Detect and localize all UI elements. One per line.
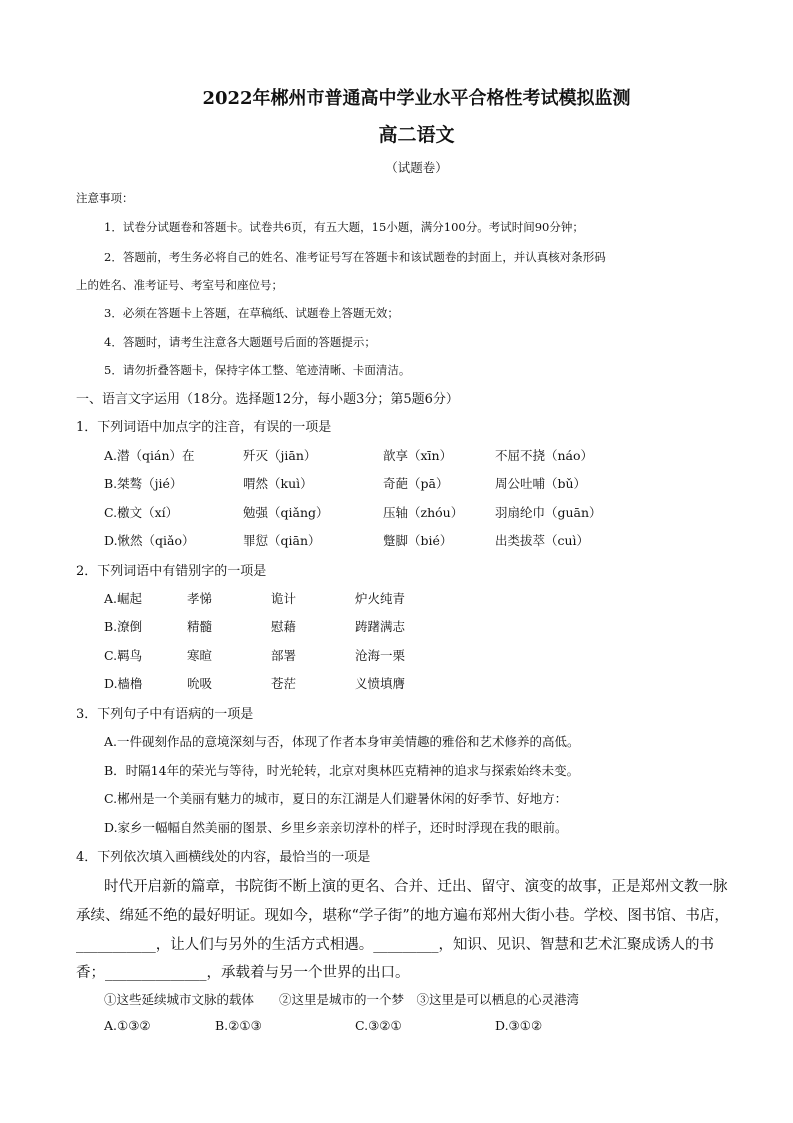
notes-heading: 注意事项： — [76, 191, 134, 205]
option-cell: 寒暄 — [187, 648, 213, 663]
fill-choices: ①这些延续城市文脉的载体 ②这里是城市的一个梦 ③这里是可以栖息的心灵港湾 — [104, 992, 580, 1007]
note-item: 2．答题前，考生务必将自己的姓名、准考证号写在答题卡和该试题卷的封面上，并认真核对条形码 — [104, 250, 606, 264]
option-cell: B.潦倒 — [104, 619, 143, 634]
question-4-stem: 4．下列依次填入画横线处的内容，最恰当的一项是 — [76, 850, 371, 865]
exam-title: 2022年郴州市普通高中学业水平合格性考试模拟监测 — [202, 88, 631, 109]
option-line: C.郴州是一个美丽有魅力的城市，夏日的东江湖是人们避暑休闲的好季节、好地方： — [104, 791, 568, 806]
option-cell: C.檄文（xí） — [104, 505, 179, 520]
option-cell: A.潜（qián）在 — [104, 448, 195, 463]
question-2-stem: 2．下列词语中有错别字的一项是 — [76, 564, 267, 579]
answer-option: C.③②① — [355, 1018, 402, 1033]
answer-option: B.②①③ — [215, 1018, 262, 1033]
note-item: 4．答题时，请考生注意各大题题号后面的答题提示； — [104, 335, 376, 349]
option-cell: 歆享（xīn） — [383, 448, 453, 463]
passage-line: 承续、绵延不绝的最好明证。现如今，堪称“学子街”的地方遍布郑州大街小巷。学校、图书馆、书店， — [76, 908, 729, 924]
option-cell: 出类拔萃（cuì） — [495, 533, 590, 548]
passage-line: ___________，让人们与另外的生活方式相遇。_________，知识、见识、智慧和艺术汇聚成诱人的书 — [76, 937, 714, 953]
option-cell: 苍茫 — [271, 676, 297, 691]
option-cell: 不屈不挠（náo） — [495, 448, 594, 463]
option-cell: 压轴（zhóu） — [383, 505, 464, 520]
question-1-stem: 1．下列词语中加点字的注音，有误的一项是 — [76, 420, 332, 435]
option-line: D.家乡一幅幅自然美丽的图景、乡里乡亲亲切淳朴的样子，还时时浮现在我的眼前。 — [104, 820, 568, 835]
option-cell: 沧海一栗 — [355, 648, 406, 663]
note-item: 5．请勿折叠答题卡，保持字体工整、笔迹清晰、卡面清洁。 — [104, 363, 411, 377]
option-cell: 部署 — [271, 648, 297, 663]
option-cell: 炉火纯青 — [355, 591, 406, 606]
option-line: A.一件砚刻作品的意境深刻与否，体现了作者本身审美情趣的雅俗和艺术修养的高低。 — [104, 734, 580, 749]
option-cell: 奇葩（pā） — [383, 476, 449, 491]
option-cell: 勉强（qiǎng） — [243, 505, 329, 520]
subject-title: 高二语文 — [378, 124, 455, 146]
option-cell: 喟然（kuì） — [243, 476, 313, 491]
section-heading: 一、语言文字运用（18分。选择题12分，每小题3分；第5题6分） — [76, 392, 459, 407]
option-cell: 吮吸 — [187, 676, 213, 691]
note-item-continued: 上的姓名、准考证号、考室号和座位号； — [76, 278, 283, 292]
note-item: 3．必须在答题卡上答题，在草稿纸、试题卷上答题无效； — [104, 306, 399, 320]
option-cell: 慰藉 — [271, 619, 297, 634]
answer-option: D.③①② — [495, 1018, 543, 1033]
option-cell: 踌躇满志 — [355, 619, 406, 634]
option-cell: A.崛起 — [104, 591, 143, 606]
option-cell: 精髓 — [187, 619, 213, 634]
option-cell: 罪愆（qiān） — [243, 533, 321, 548]
option-cell: B.桀骜（jié） — [104, 476, 183, 491]
option-cell: 歼灭（jiān） — [243, 448, 317, 463]
option-cell: 义愤填膺 — [355, 676, 406, 691]
option-line: B．时隔14年的荣光与等待，时光轮转，北京对奥林匹克精神的追求与探索始终未变。 — [104, 763, 580, 778]
option-cell: 蹩脚（bié） — [383, 533, 453, 548]
option-cell: 周公吐哺（bǔ） — [495, 476, 587, 491]
paper-type: （试题卷） — [385, 160, 448, 175]
option-cell: D.樯橹 — [104, 676, 143, 691]
note-item: 1．试卷分试题卷和答题卡。试卷共6页，有五大题，15小题，满分100分。考试时间90分钟； — [104, 220, 584, 234]
passage-line: 时代开启新的篇章，书院街不断上演的更名、合并、迁出、留守、演变的故事，正是郑州文教一脉 — [104, 879, 728, 895]
question-3-stem: 3．下列句子中有语病的一项是 — [76, 707, 254, 722]
option-cell: 孝悌 — [187, 591, 213, 606]
option-cell: 诡计 — [271, 591, 297, 606]
option-cell: D.愀然（qiǎo） — [104, 533, 195, 548]
option-cell: 羽扇纶巾（guān） — [495, 505, 602, 520]
answer-option: A.①③② — [104, 1018, 151, 1033]
option-cell: C.羁鸟 — [104, 648, 143, 663]
passage-line: 香；______________，承载着与另一个世界的出口。 — [76, 965, 410, 981]
